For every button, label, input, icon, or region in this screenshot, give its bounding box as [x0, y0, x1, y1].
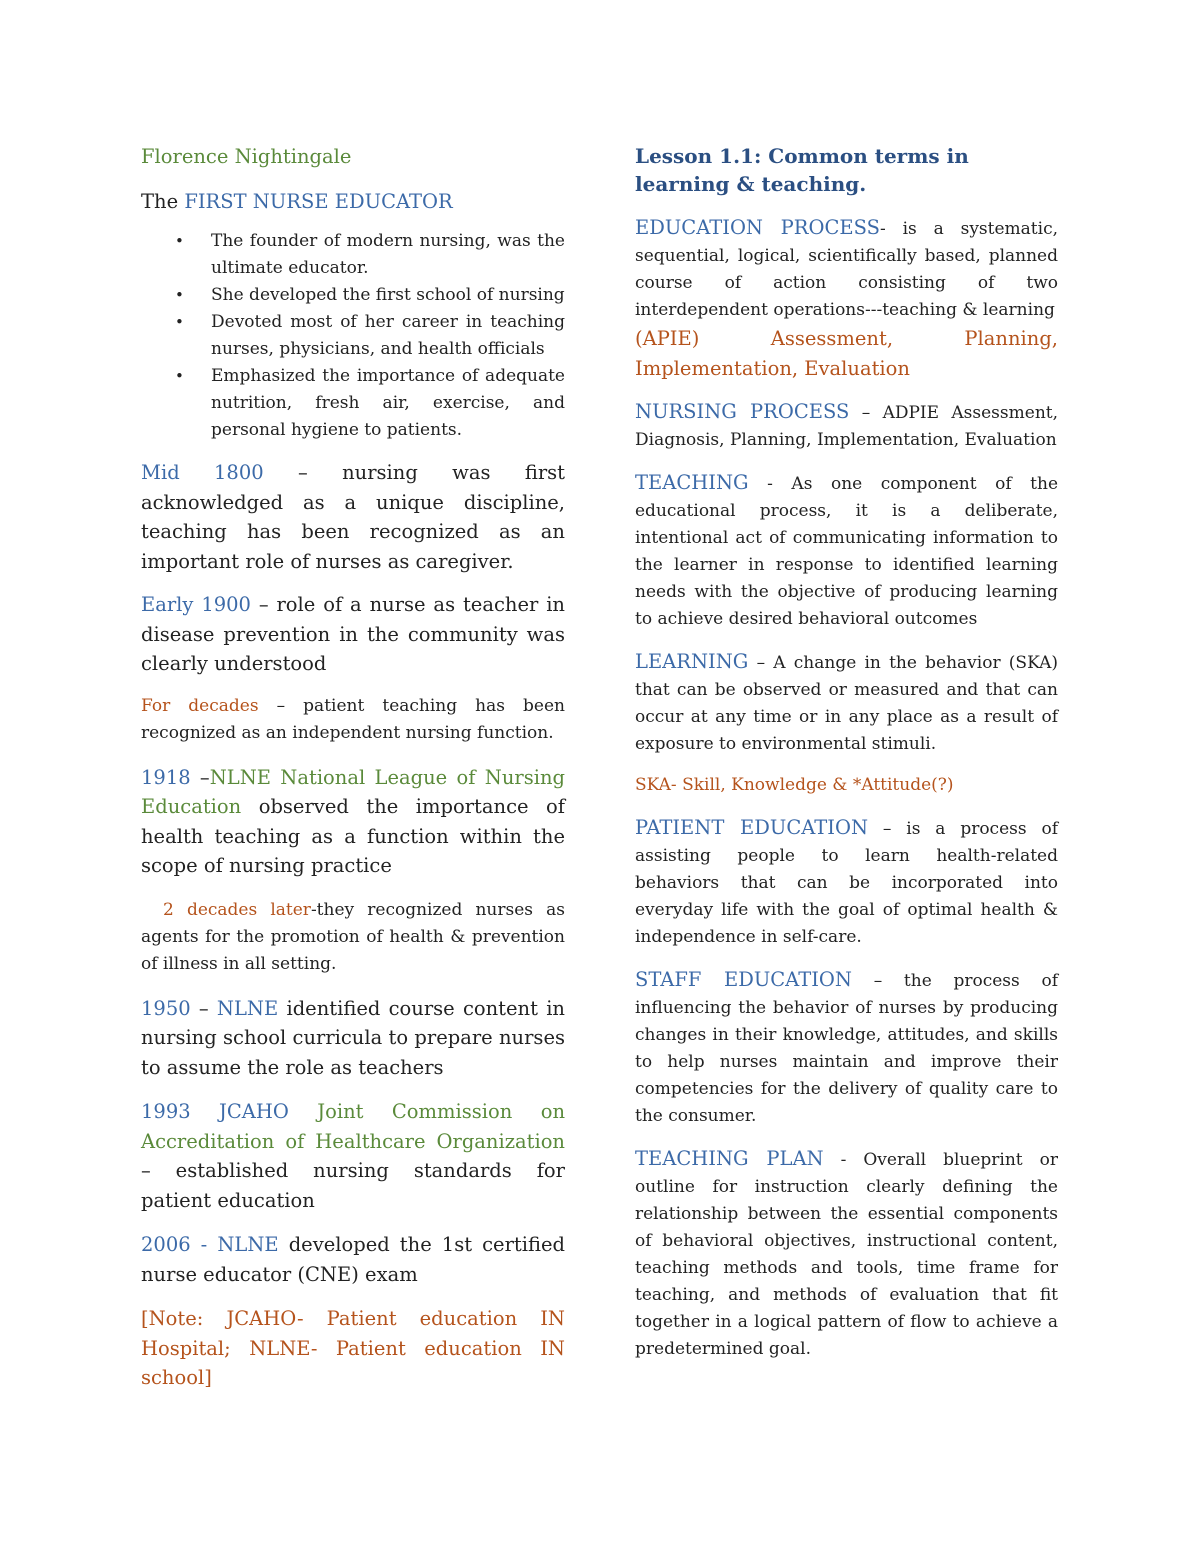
nightingale-bullet-list — [141, 228, 565, 444]
2006-text: developed the 1st certified nurse educator (CNE) exam — [141, 1233, 565, 1286]
1918-year: 1918 — [141, 765, 191, 789]
patient-education-text: – is a process of assisting people to learn health-related behaviors that can be incorporated into everyday life with the goal of optimal health & independence in self-care. — [635, 819, 1058, 947]
education-process-term: EDUCATION PROCESS — [635, 216, 880, 239]
florence-heading: Florence Nightingale — [141, 145, 352, 168]
two-decades-paragraph — [141, 897, 565, 978]
2006-year: 2006 - NLNE — [141, 1233, 279, 1256]
teaching-plan-text: - Overall blueprint or outline for instruction clearly defining the relationship between the essential components of behavioral objectives, instructional content, teaching methods and tools, time frame for teaching, and methods of evaluation that fit together in a logical pattern of flow to achieve a predetermined goal. — [635, 1150, 1058, 1359]
first-nurse-prefix: The — [141, 189, 185, 213]
ska-line: SKA- Skill, Knowledge & *Attitude(?) — [635, 775, 954, 795]
1950-dash: – — [190, 996, 217, 1020]
teaching-text: - As one component of the educational process, it is a deliberate, intentional act of communicating information to the learner in response to identified learning needs with the objective of producing learning to achieve desired behavioral outcomes — [635, 474, 1058, 629]
patient-education-paragraph — [635, 813, 1058, 951]
staff-education-paragraph — [635, 965, 1058, 1130]
1950-org: NLNE — [216, 996, 279, 1020]
1950-year: 1950 — [141, 996, 191, 1020]
1918-org: NLNE National League of Nursing Education — [141, 765, 565, 818]
first-nurse-educator-line — [141, 187, 565, 217]
early-1900-term: Early 1900 — [141, 593, 251, 616]
education-process-paragraph — [635, 213, 1058, 324]
staff-education-term: STAFF EDUCATION — [635, 968, 852, 991]
1950-text: identified course content in nursing school curricula to prepare nurses to assume the role as teachers — [141, 996, 565, 1079]
first-nurse-title: FIRST NURSE EDUCATOR — [184, 189, 453, 213]
teaching-term: TEACHING — [635, 471, 749, 494]
2006-paragraph — [141, 1230, 565, 1289]
nursing-process-text: – ADPIE Assessment, Diagnosis, Planning, Implementation, Evaluation — [635, 403, 1058, 450]
1993-text: – established nursing standards for patient education — [141, 1159, 565, 1212]
mid-1800-paragraph — [141, 458, 565, 576]
1993-year: 1993 JCAHO — [141, 1100, 289, 1123]
staff-education-text: – the process of influencing the behavior of nurses by producing changes in their knowledge, attitudes, and skills to help nurses maintain and improve their competencies for the delivery of quality care to the consumer. — [635, 971, 1059, 1126]
nursing-process-term: NURSING PROCESS — [635, 400, 850, 423]
for-decades-term: For decades — [141, 695, 259, 716]
nursing-process-paragraph — [635, 397, 1058, 454]
bullet-item: • Emphasized the importance of adequate nutrition, fresh air, exercise, and personal hygiene to patients. — [211, 363, 565, 444]
bullet-item: • She developed the first school of nursing — [211, 282, 565, 309]
1918-paragraph — [141, 763, 565, 881]
note-paragraph: [Note: JCAHO- Patient education IN Hospital; NLNE- Patient education IN school] — [141, 1307, 565, 1389]
mid-1800-term: Mid 1800 — [141, 461, 264, 484]
bullet-item: • Devoted most of her career in teaching nurses, physicians, and health officials — [211, 309, 565, 363]
bullet-item: • The founder of modern nursing, was the ultimate educator. — [211, 228, 565, 282]
mid-1800-text: – nursing was first acknowledged as a unique discipline, teaching has been recognized as an important role of nurses as caregiver. — [141, 461, 565, 573]
learning-term: LEARNING — [635, 650, 749, 673]
1918-text: observed the importance of health teaching as a function within the scope of nursing practice — [141, 795, 565, 877]
1918-dash: – — [190, 765, 210, 789]
teaching-plan-paragraph — [635, 1144, 1058, 1363]
two-decades-text: -they recognized nurses as agents for the promotion of health & prevention of illness in all setting. — [141, 899, 566, 974]
two-decades-term: 2 decades later — [163, 899, 311, 920]
teaching-plan-term: TEACHING PLAN — [635, 1147, 824, 1170]
for-decades-text: – patient teaching has been recognized as an independent nursing function. — [141, 695, 566, 743]
learning-paragraph — [635, 647, 1058, 758]
left-column — [141, 142, 565, 1393]
learning-text: – A change in the behavior (SKA) that can be observed or measured and that can occur at any time or in any place as a result of exposure to environmental stimuli. — [635, 653, 1058, 754]
1950-paragraph — [141, 994, 565, 1083]
teaching-paragraph — [635, 468, 1058, 633]
patient-education-term: PATIENT EDUCATION — [635, 816, 869, 839]
1993-paragraph — [141, 1097, 565, 1215]
for-decades-paragraph — [141, 693, 565, 747]
apie-line: (APIE) Assessment, Planning, Implementation, Evaluation — [635, 327, 1058, 380]
education-process-text: - is a systematic, sequential, logical, scientifically based, planned course of action consisting of two interdependent operations---teaching & learning — [635, 219, 1059, 320]
right-column — [635, 142, 1058, 1363]
1993-org: Joint Commission on Accreditation of Healthcare Organization — [141, 1100, 566, 1153]
early-1900-paragraph — [141, 590, 565, 679]
lesson-title: Lesson 1.1: Common terms in learning & teaching. — [635, 144, 969, 196]
early-1900-text: – role of a nurse as teacher in disease prevention in the community was clearly understood — [141, 593, 565, 675]
